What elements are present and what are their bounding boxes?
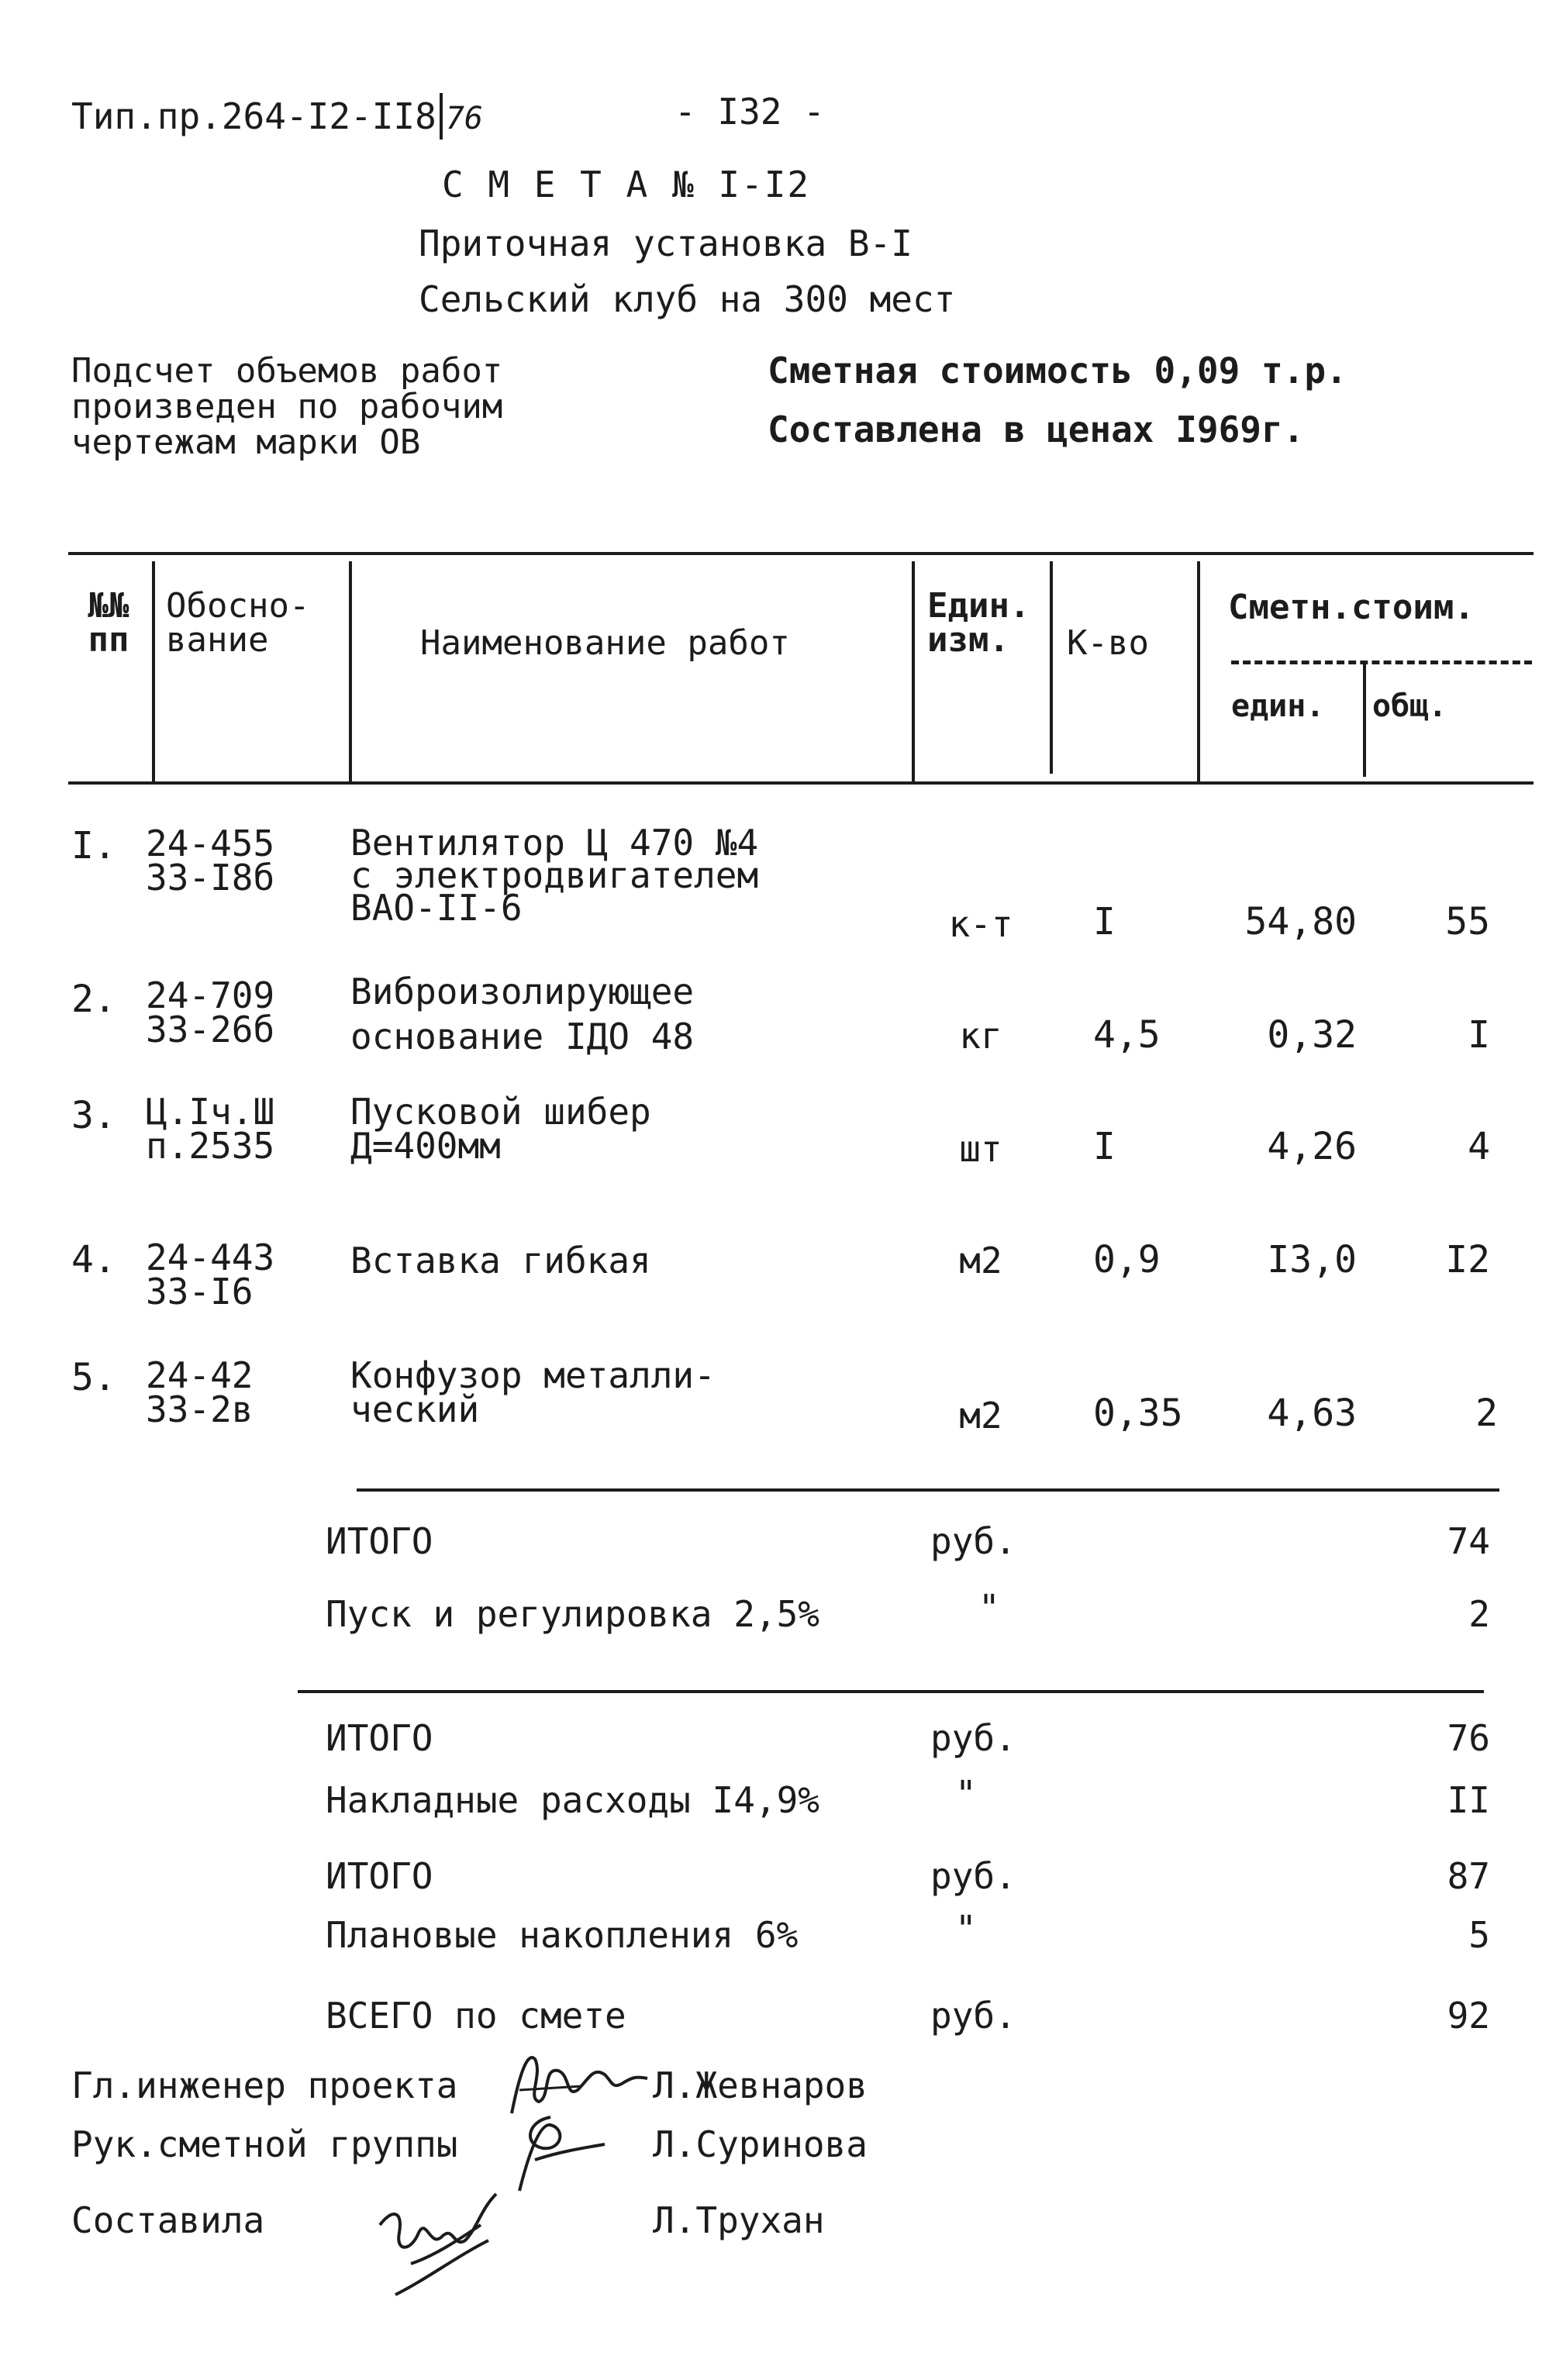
row-unit-cost: 54,80 [1244,900,1357,943]
signature-name: Л.Жевнаров [653,2064,868,2106]
row-unit-cost: 0,32 [1267,1013,1357,1057]
header-basis: Обосно- вание [166,586,310,660]
header-qty: К-во [1067,623,1149,663]
summary-label: ИТОГО [326,1855,433,1897]
summary-unit: руб. [930,1995,1016,2037]
summary-divider-1 [357,1488,1499,1492]
header-unit-cost: един. [1231,688,1325,724]
summary-value: 92 [1447,1995,1490,2037]
summary-unit: руб. [930,1717,1016,1759]
estimated-cost: Сметная стоимость 0,09 т.р. [768,350,1347,391]
col-divider-2 [349,561,352,781]
reference-suffix: 76 [445,101,483,136]
reference-divider [440,93,443,140]
summary-value: 76 [1447,1717,1490,1759]
row-total: I2 [1445,1238,1490,1281]
row-basis: 24-443 33-I6 [146,1237,275,1312]
document-title: С М Е Т А № I-I2 [442,164,811,205]
row-name: Виброизолирующее основание IДО 48 [350,971,695,1057]
row-total: 4 [1468,1125,1490,1168]
summary-value: 2 [1468,1593,1490,1635]
signature-role: Рук.сметной группы [71,2123,458,2165]
row-unit: м2 [959,1240,1002,1281]
summary-divider-2 [298,1690,1484,1693]
summary-label: Накладные расходы I4,9% [326,1779,819,1821]
row-unit-cost: 4,63 [1267,1392,1357,1435]
table-top-border [68,552,1534,555]
row-total: 2 [1475,1392,1498,1435]
col-divider-5 [1197,561,1200,781]
summary-unit: " [978,1587,1000,1629]
cost-subheader-divider [1231,661,1532,664]
summary-value: II [1447,1779,1490,1821]
row-qty: 4,5 [1093,1013,1161,1057]
row-total: 55 [1445,900,1490,943]
summary-label: ИТОГО [326,1520,433,1562]
col-divider-3 [912,561,915,781]
signature-role: Составила [71,2199,265,2241]
summary-unit: руб. [930,1855,1016,1897]
summary-unit: " [955,1773,977,1815]
col-divider-1 [152,561,155,781]
compiler-signature [364,2178,527,2310]
summary-unit: " [955,1908,977,1950]
summary-value: 74 [1447,1520,1490,1562]
table-header-bottom-border [68,781,1534,785]
row-unit-cost: 4,26 [1267,1125,1357,1168]
row-name: Вставка гибкая [350,1240,651,1281]
row-name: Конфузор металли- ческий [350,1354,716,1430]
row-basis: Ц.Iч.Ш п.2535 [146,1091,275,1167]
row-number: 3. [71,1094,116,1137]
basis-note: Подсчет объемов работ произведен по рабочим чертежам марки ОВ [71,351,503,462]
page-number: - I32 - [674,91,825,133]
summary-value: 87 [1447,1855,1490,1897]
row-qty: 0,35 [1093,1392,1183,1435]
row-unit: м2 [959,1395,1002,1437]
price-basis: Составлена в ценах I969г. [768,409,1305,450]
row-basis: 24-42 33-2в [146,1354,254,1430]
col-divider-4 [1050,561,1053,774]
document-subtitle-installation: Приточная установка В-I [419,222,913,264]
row-unit: кг [959,1015,1002,1057]
signature-name: Л.Трухан [653,2199,825,2241]
header-cost: Сметн.стоим. [1228,588,1475,627]
signature-name: Л.Суринова [653,2123,868,2165]
summary-label: ВСЕГО по смете [326,1995,626,2037]
row-name: Пусковой шибер Д=400мм [350,1091,651,1167]
row-unit: к-т [948,903,1013,945]
signature-role: Гл.инженер проекта [71,2064,458,2106]
row-unit-cost: I3,0 [1267,1238,1357,1281]
row-number: I. [71,824,116,867]
row-total: I [1468,1013,1490,1057]
reference-number: Тип.пр.264-I2-II8 [71,95,436,137]
row-qty: 0,9 [1093,1238,1161,1281]
row-name: Вентилятор Ц 470 №4 с электродвигателем ВАО-II-6 [350,822,759,929]
summary-label: ИТОГО [326,1717,433,1759]
row-basis: 24-709 33-26б [146,974,275,1050]
document-reference [71,93,483,140]
summary-label: Пуск и регулировка 2,5% [326,1593,819,1635]
col-divider-6 [1363,664,1366,777]
summary-value: 5 [1468,1914,1490,1956]
document-subtitle-object: Сельский клуб на 300 мест [419,278,956,320]
row-number: 4. [71,1238,116,1281]
row-qty: I [1093,900,1116,943]
header-total: общ. [1372,688,1447,724]
row-qty: I [1093,1125,1116,1168]
header-unit: Един. изм. [927,586,1030,660]
row-unit: шт [959,1128,1002,1170]
header-num: №№ пп [88,586,129,660]
row-number: 2. [71,978,116,1021]
summary-label: Плановые накопления 6% [326,1914,799,1956]
header-name: Наименование работ [420,623,790,663]
row-number: 5. [71,1356,116,1399]
row-basis: 24-455 33-I8б [146,823,275,899]
summary-unit: руб. [930,1520,1016,1562]
